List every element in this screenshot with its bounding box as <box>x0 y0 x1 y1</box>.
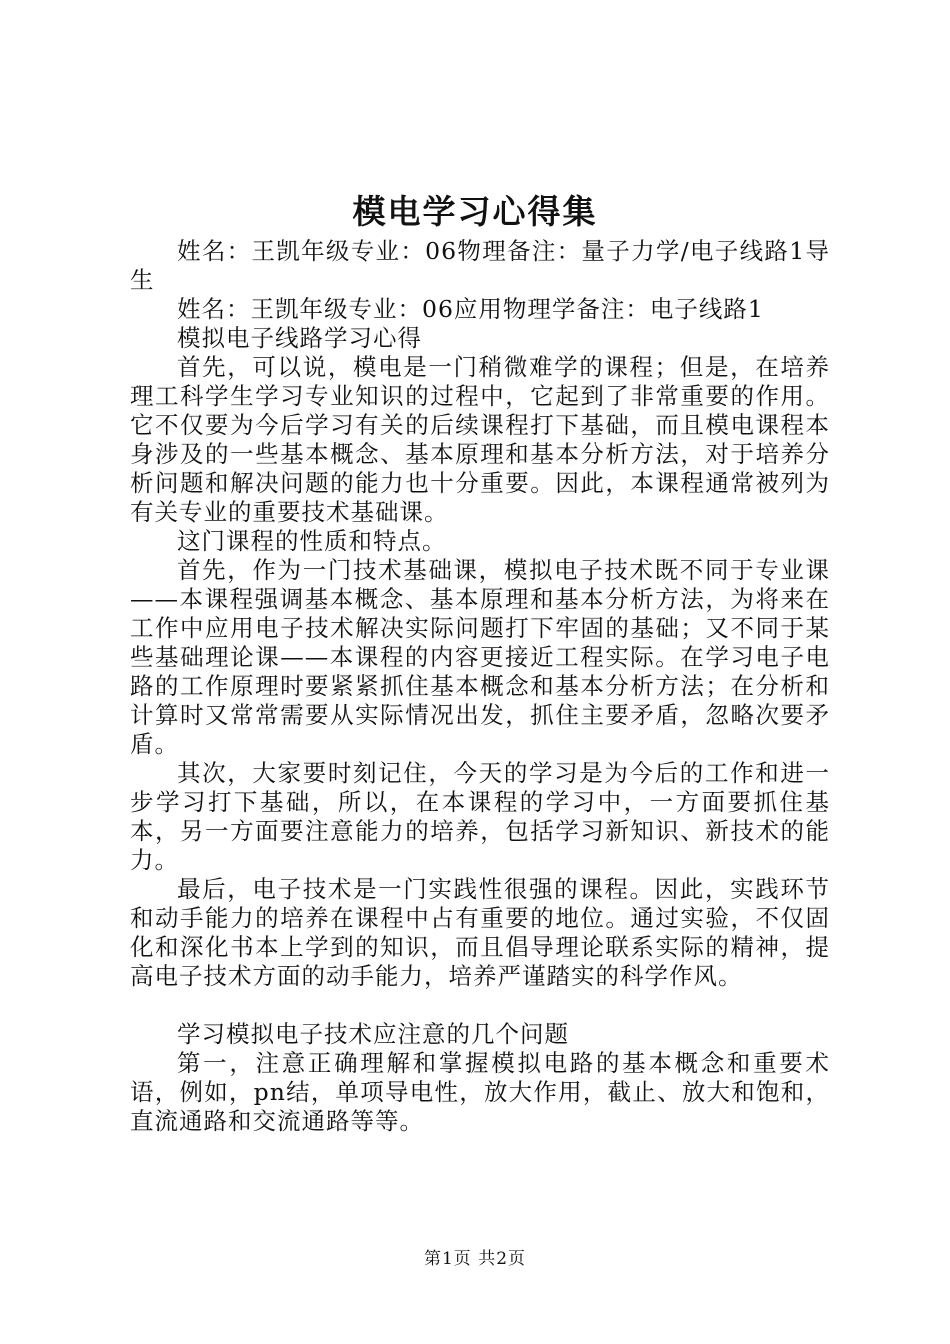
page-number: 第1页 共2页 <box>423 1249 527 1269</box>
paragraph: 首先，作为一门技术基础课，模拟电子技术既不同于专业课——本课程强调基本概念、基本原理和基本分析方法，为将来在工作中应用电子技术解决实际问题打下牢固的基础；又不同于某些基础理论课——本课程的内容更接近工程实际。在学习电子电路的工作原理时要紧紧抓住基本概念和基本分析方法；在分析和计算时又常常需要从实际情况出发，抓住主要矛盾，忽略次要矛盾。 <box>130 556 830 758</box>
author-info-line-1: 姓名：王凯年级专业：06物理备注：量子力学/电子线路1导生 <box>130 237 830 294</box>
paragraph: 首先，可以说，模电是一门稍微难学的课程；但是，在培养理工科学生学习专业知识的过程中，它起到了非常重要的作用。它不仅要为今后学习有关的后续课程打下基础，而且模电课程本身涉及的一些基本概念、基本原理和基本分析方法，对于培养分析问题和解决问题的能力也十分重要。因此，本课程通常被列为有关专业的重要技术基础课。 <box>130 353 830 526</box>
paragraph: 这门课程的性质和特点。 <box>177 527 447 555</box>
paragraph: 最后，电子技术是一门实践性很强的课程。因此，实践环节和动手能力的培养在课程中占有重要的地位。通过实验，不仅固化和深化书本上学到的知识，而且倡导理论联系实际的精神，提高电子技术方面的动手能力，培养严谨踏实的科学作风。 <box>130 875 830 990</box>
document-body <box>130 237 830 1136</box>
author-info-line-2: 姓名：王凯年级专业：06应用物理学备注：电子线路1 <box>177 295 764 323</box>
section-heading: 模拟电子线路学习心得 <box>177 324 422 352</box>
paragraph: 其次，大家要时刻记住，今天的学习是为今后的工作和进一步学习打下基础，所以，在本课程的学习中，一方面要抓住基本，另一方面要注意能力的培养，包括学习新知识、新技术的能力。 <box>130 759 830 874</box>
section-heading: 学习模拟电子技术应注意的几个问题 <box>177 1020 569 1048</box>
document-title: 模电学习心得集 <box>352 192 598 231</box>
paragraph: 第一，注意正确理解和掌握模拟电路的基本概念和重要术语，例如，pn结，单项导电性，放大作用，截止、放大和饱和，直流通路和交流通路等等。 <box>130 1049 830 1135</box>
